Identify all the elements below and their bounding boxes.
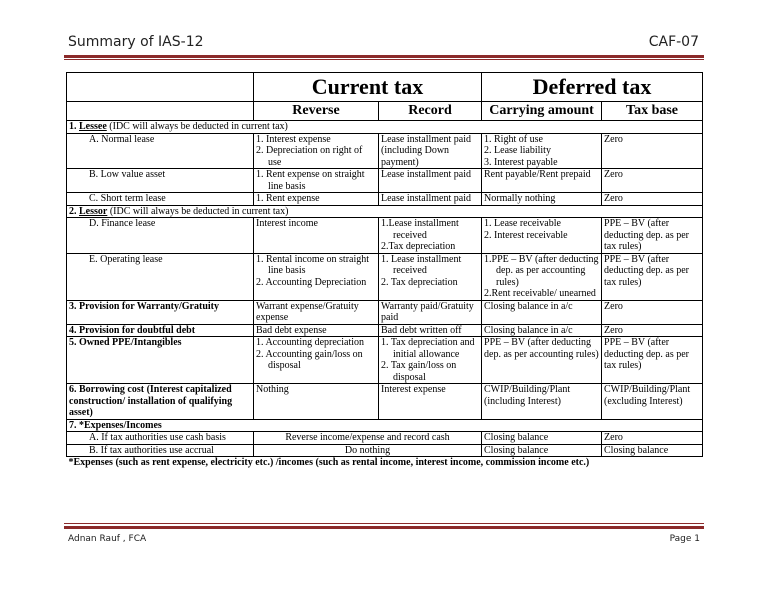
carrying-cell	[482, 218, 602, 254]
row-label: E. Operating lease	[67, 253, 254, 300]
reverse-heading: Reverse	[254, 102, 379, 121]
tax-base-cell: CWIP/Building/Plant (excluding Interest)	[602, 384, 703, 420]
section-lessee	[67, 121, 703, 134]
row-label: 6. Borrowing cost (Interest capitalized construction/ installation of qualifying asset)	[67, 384, 254, 420]
tax-base-cell: Zero	[602, 324, 703, 337]
list-item: 1. Rent expense	[256, 193, 320, 204]
carrying-cell: PPE – BV (after deducting dep. as per accounting rules)	[482, 337, 602, 384]
current-tax-span-cell: Reverse income/expense and record cash	[254, 432, 482, 445]
footnote: *Expenses (such as rent expense, electricity etc.) /incomes (such as rental income, interest income, commission income etc.)	[68, 457, 590, 468]
table-row	[67, 300, 703, 324]
record-cell	[379, 337, 482, 384]
table-row	[67, 432, 703, 445]
header-blank	[67, 73, 254, 102]
section-number: 2.	[69, 205, 77, 217]
row-label: 3. Provision for Warranty/Gratuity	[67, 300, 254, 324]
carrying-cell: CWIP/Building/Plant (including Interest)	[482, 384, 602, 420]
carrying-cell: Closing balance in a/c	[482, 300, 602, 324]
section-title: Lessee	[79, 121, 107, 132]
section-title: 7. *Expenses/Incomes	[67, 419, 703, 432]
page-number: Page 1	[669, 534, 700, 544]
record-cell: Lease installment paid	[379, 169, 482, 193]
list-item: 2.Tax depreciation	[381, 241, 456, 252]
row-label: D. Finance lease	[67, 218, 254, 254]
record-cell: Lease installment paid (including Down payment)	[379, 133, 482, 169]
carrying-amount-heading: Carrying amount	[482, 102, 602, 121]
list-item: 2. Accounting Depreciation	[256, 276, 367, 288]
tax-base-cell: Zero	[602, 169, 703, 193]
carrying-cell: Closing balance in a/c	[482, 324, 602, 337]
table-row	[67, 444, 703, 457]
carrying-cell	[482, 253, 602, 300]
tax-base-heading: Tax base	[602, 102, 703, 121]
current-tax-span-cell: Do nothing	[254, 444, 482, 457]
table-header-row	[67, 73, 703, 102]
section-note: (IDC will always be deducted in current tax)	[106, 121, 288, 132]
row-label: 5. Owned PPE/Intangibles	[67, 337, 254, 384]
list-item: 2. Lease liability	[484, 145, 551, 156]
list-item: 1.Lease installment received	[381, 218, 459, 241]
row-label: C. Short term lease	[67, 193, 254, 206]
list-item: 1. Rent expense on straight line basis	[256, 169, 365, 192]
record-cell: Warranty paid/Gratuity paid	[379, 300, 482, 324]
reverse-cell: Bad debt expense	[254, 324, 379, 337]
reverse-cell: Nothing	[254, 384, 379, 420]
record-cell: Lease installment paid	[379, 193, 482, 206]
section-expenses-incomes	[67, 419, 703, 432]
list-item: 1. Tax depreciation and initial allowance	[381, 337, 475, 360]
subheader-blank	[67, 102, 254, 121]
list-item: 1. Interest expense	[256, 133, 331, 145]
list-item: 1. Lease installment received	[381, 253, 462, 276]
page-header	[68, 34, 702, 54]
table-row	[67, 253, 703, 300]
section-lessor	[67, 205, 703, 218]
section-title: Lessor	[79, 205, 108, 217]
header-code: CAF-07	[648, 34, 699, 50]
carrying-cell: Closing balance	[482, 444, 602, 457]
footer-author: Adnan Rauf , FCA	[68, 534, 147, 544]
section-note: (IDC will always be deducted in current tax)	[107, 205, 289, 217]
list-item: 1. Lease receivable	[484, 218, 561, 229]
table-row	[67, 324, 703, 337]
table-subheader-row	[67, 102, 703, 121]
tax-base-cell: Zero	[602, 193, 703, 206]
list-item: 1.PPE – BV (after deducting dep. as per accounting rules)	[484, 253, 599, 288]
table-row	[67, 133, 703, 169]
table-row	[67, 384, 703, 420]
table-row	[67, 193, 703, 206]
reverse-cell	[254, 253, 379, 300]
record-cell: Interest expense	[379, 384, 482, 420]
tax-base-cell: Zero	[602, 432, 703, 445]
reverse-cell	[254, 337, 379, 384]
record-cell: Bad debt written off	[379, 324, 482, 337]
reverse-cell	[254, 193, 379, 206]
ias12-summary-table	[66, 72, 703, 469]
list-item: 1. Accounting depreciation	[256, 337, 365, 348]
reverse-cell	[254, 133, 379, 169]
list-item: 2.Rent receivable/ unearned	[484, 288, 596, 299]
list-item: 2. Tax depreciation	[381, 276, 458, 288]
deferred-tax-heading: Deferred tax	[482, 73, 703, 102]
list-item: 2. Depreciation on right of use	[256, 145, 363, 168]
list-item: 1. Rental income on straight line basis	[256, 253, 370, 276]
list-item: 2. Accounting gain/loss on disposal	[256, 348, 363, 371]
record-cell	[379, 218, 482, 254]
reverse-cell	[254, 169, 379, 193]
tax-base-cell: Zero	[602, 300, 703, 324]
record-heading: Record	[379, 102, 482, 121]
row-label: B. Low value asset	[67, 169, 254, 193]
tax-base-cell: Closing balance	[602, 444, 703, 457]
row-label: B. If tax authorities use accrual	[67, 444, 254, 457]
header-title: Summary of IAS-12	[68, 34, 204, 50]
current-tax-heading: Current tax	[254, 73, 482, 102]
row-label: A. Normal lease	[67, 133, 254, 169]
list-item: 2. Interest receivable	[484, 229, 568, 241]
tax-base-cell: PPE – BV (after deducting dep. as per tax rules)	[602, 253, 703, 300]
footnote-row	[67, 457, 703, 469]
tax-base-cell: PPE – BV (after deducting dep. as per tax rules)	[602, 218, 703, 254]
row-label: A. If tax authorities use cash basis	[67, 432, 254, 445]
list-item: 2. Tax gain/loss on disposal	[381, 360, 457, 383]
section-number: 1.	[69, 121, 77, 132]
header-rule	[64, 55, 704, 58]
carrying-cell: Closing balance	[482, 432, 602, 445]
table-row	[67, 218, 703, 254]
page-footer	[68, 534, 700, 544]
list-item: 1. Right of use	[484, 133, 543, 145]
carrying-cell: Rent payable/Rent prepaid	[482, 169, 602, 193]
footer-rule-thin	[64, 523, 704, 524]
tax-base-cell: PPE – BV (after deducting dep. as per tax rules)	[602, 337, 703, 384]
table-row	[67, 169, 703, 193]
carrying-cell: Normally nothing	[482, 193, 602, 206]
header-rule-thin	[64, 59, 704, 60]
tax-base-cell: Zero	[602, 133, 703, 169]
footer-rule	[64, 526, 704, 529]
reverse-cell: Interest income	[254, 218, 379, 254]
list-item: 3. Interest payable	[484, 156, 558, 168]
row-label: 4. Provision for doubtful debt	[67, 324, 254, 337]
record-cell	[379, 253, 482, 300]
reverse-cell: Warrant expense/Gratuity expense	[254, 300, 379, 324]
carrying-cell	[482, 133, 602, 169]
table-row	[67, 337, 703, 384]
